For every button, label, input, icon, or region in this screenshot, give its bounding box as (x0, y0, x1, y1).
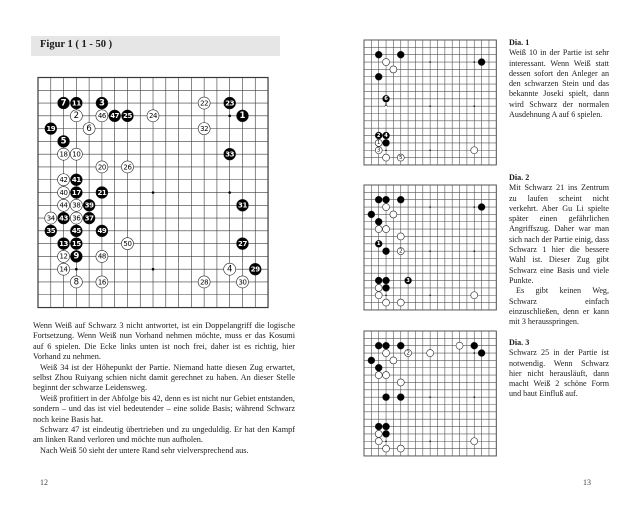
grid (364, 185, 496, 310)
black-stone (383, 394, 390, 401)
move-number: 14 (59, 265, 68, 274)
black-stone-disc (383, 394, 390, 401)
black-stone (397, 51, 404, 58)
move-number: 3 (406, 277, 410, 284)
black-stone-disc (375, 51, 382, 58)
black-stone-disc (375, 218, 382, 225)
move-number: 4 (384, 132, 388, 139)
move-number: 3 (98, 98, 105, 109)
black-stone (58, 135, 70, 147)
white-stone (375, 438, 382, 445)
white-stone (121, 238, 133, 250)
paragraph: Weiß profitiert in der Abfolge bis 42, denn es ist nicht nur Gebiet entstanden, sondern – und das ist viel bedeutender – eine solide Basis; während Schwarz noch keine Basis hat. (33, 393, 295, 424)
move-number: 41 (71, 176, 81, 185)
move-number: 31 (238, 201, 247, 210)
black-stone (249, 263, 261, 275)
move-number: 25 (123, 112, 132, 121)
black-stone-disc (478, 350, 485, 357)
white-stone (70, 110, 82, 122)
move-number: 50 (123, 239, 132, 248)
white-stone-disc (397, 233, 404, 240)
move-number: 5 (60, 136, 67, 147)
black-stone (236, 199, 248, 211)
hoshi-point (473, 61, 475, 63)
move-number: 19 (46, 124, 56, 133)
black-stone (70, 238, 82, 250)
move-number: 34 (46, 214, 55, 223)
black-stone (383, 196, 390, 203)
black-stone-disc (478, 59, 485, 66)
hoshi-point (473, 396, 475, 398)
white-stone-disc (375, 284, 382, 291)
move-number: 35 (46, 227, 56, 236)
diagram-2-board (361, 178, 506, 323)
black-stone-disc (375, 277, 382, 284)
move-number: 46 (97, 112, 106, 121)
white-stone (96, 110, 108, 122)
hoshi-point (228, 115, 231, 118)
black-stone-disc (375, 342, 382, 349)
black-stone (478, 350, 485, 357)
diagram-3-caption (509, 338, 609, 400)
move-number: 48 (97, 252, 106, 261)
black-stone (375, 51, 382, 58)
black-stone (478, 59, 485, 66)
hoshi-point (228, 191, 231, 194)
white-stone (397, 233, 404, 240)
white-stone (383, 350, 390, 357)
main-go-board (30, 70, 276, 316)
move-number: 10 (72, 150, 81, 159)
black-stone (375, 73, 382, 80)
hoshi-point (429, 396, 431, 398)
paragraph: Schwarz 25 in der Partie ist notwendig. Wenn Schwarz hier nicht herausläuft, dann macht Weiß 2 schöne Form und baut Einfluß auf. (509, 348, 609, 399)
black-stone (45, 225, 57, 237)
black-stone-disc (368, 357, 375, 364)
black-stone-disc (375, 364, 382, 371)
white-stone (397, 248, 404, 255)
white-stone (471, 292, 478, 299)
white-stone-disc (397, 379, 404, 386)
black-stone (70, 250, 82, 262)
white-stone-disc (383, 204, 390, 211)
white-stone (383, 204, 390, 211)
page-number-right: 13 (583, 478, 591, 487)
move-number: 22 (200, 99, 209, 108)
move-number: 43 (59, 214, 69, 223)
paragraph: Weiß 34 ist der Höhepunkt der Partie. Niemand hatte diesen Zug erwartet, selbst Zhou Ruiyang schien nicht damit gerechnet zu haben. An dieser Stelle beginnt der schwarze Leidensweg. (33, 362, 295, 393)
hoshi-point (429, 440, 431, 442)
white-stone (58, 263, 70, 275)
white-stone (397, 379, 404, 386)
black-stone (478, 204, 485, 211)
move-number: 13 (59, 239, 69, 248)
diagram-2-caption (509, 173, 609, 327)
black-stone (383, 139, 390, 146)
black-stone (383, 284, 390, 291)
white-stone (198, 97, 210, 109)
black-stone-disc (397, 394, 404, 401)
hoshi-point (75, 268, 78, 271)
black-stone-disc (383, 196, 390, 203)
move-number: 30 (238, 278, 247, 287)
move-number: 12 (59, 252, 68, 261)
hoshi-point (429, 206, 431, 208)
black-stone (58, 238, 70, 250)
move-number: 11 (71, 99, 81, 108)
white-stone (471, 438, 478, 445)
white-stone-disc (383, 299, 390, 306)
black-stone (397, 196, 404, 203)
white-stone (70, 276, 82, 288)
move-number: 7 (60, 98, 67, 109)
white-stone (375, 430, 382, 437)
page-number-left: 12 (40, 478, 48, 487)
white-stone (45, 212, 57, 224)
black-stone (70, 174, 82, 186)
figure-header (31, 36, 280, 56)
white-stone (70, 148, 82, 160)
black-stone (70, 187, 82, 199)
move-number: 20 (97, 163, 106, 172)
paragraph: Schwarz 47 ist eindeutig übertrieben und zu ungeduldig. Er hat den Kampf am linken Rand verloren und möchte nun aufholen. (33, 425, 295, 445)
black-stone (83, 212, 95, 224)
black-stone (383, 277, 390, 284)
white-stone-disc (375, 430, 382, 437)
hoshi-point (473, 352, 475, 354)
white-stone (70, 212, 82, 224)
move-number: 18 (59, 150, 68, 159)
white-stone (397, 445, 404, 452)
black-stone (83, 199, 95, 211)
black-stone (375, 342, 382, 349)
white-stone (58, 174, 70, 186)
white-stone (390, 211, 397, 218)
move-number: 32 (200, 124, 209, 133)
black-stone-disc (375, 196, 382, 203)
hoshi-point (473, 206, 475, 208)
black-stone (96, 187, 108, 199)
hoshi-point (473, 105, 475, 107)
move-number: 9 (73, 251, 80, 262)
white-stone (96, 161, 108, 173)
black-stone (375, 277, 382, 284)
white-stone-disc (375, 372, 382, 379)
move-number: 2 (399, 248, 403, 255)
black-stone-disc (368, 211, 375, 218)
black-stone-disc (383, 139, 390, 146)
hoshi-point (385, 294, 387, 296)
white-stone-disc (471, 147, 478, 154)
move-number: 27 (238, 239, 247, 248)
black-stone-disc (383, 423, 390, 430)
white-stone-disc (383, 154, 390, 161)
hoshi-point (385, 149, 387, 151)
black-stone (224, 97, 236, 109)
move-number: 29 (250, 265, 260, 274)
move-number: 1 (376, 241, 381, 248)
black-stone (383, 95, 390, 102)
diagram-3-board (361, 324, 506, 469)
black-stone (375, 218, 382, 225)
diagram-2-title: Dia. 2 (509, 173, 530, 182)
black-stone (109, 110, 121, 122)
hoshi-point (429, 61, 431, 63)
white-stone-disc (383, 59, 390, 66)
black-stone (58, 212, 70, 224)
black-stone (383, 248, 390, 255)
hoshi-point (429, 105, 431, 107)
move-number: 1 (239, 111, 246, 122)
white-stone (405, 350, 412, 357)
black-stone-disc (383, 430, 390, 437)
white-stone-disc (397, 299, 404, 306)
hoshi-point (429, 294, 431, 296)
move-number: 23 (225, 99, 235, 108)
move-number: 24 (148, 112, 158, 121)
white-stone (375, 226, 382, 233)
white-stone (58, 250, 70, 262)
black-stone (236, 110, 248, 122)
hoshi-point (429, 149, 431, 151)
white-stone (70, 199, 82, 211)
black-stone-disc (478, 204, 485, 211)
black-stone-disc (471, 342, 478, 349)
black-stone (70, 97, 82, 109)
white-stone-disc (375, 292, 382, 299)
white-stone (471, 147, 478, 154)
point-marker: A (384, 103, 388, 110)
move-number: 26 (123, 163, 132, 172)
white-stone-disc (383, 445, 390, 452)
white-stone (397, 154, 404, 161)
paragraph: Weiß 10 in der Partie ist sehr interessant. Wenn Weiß statt dessen sofort den Anleger an den schwarzen Stein und das bekannte Joseki spielt, dann wird Schwarz der normalen Ausdehnung A auf 6 spielen. (509, 48, 609, 120)
white-stone-disc (427, 350, 434, 357)
black-stone (96, 97, 108, 109)
hoshi-point (473, 250, 475, 252)
diagram-3-title: Dia. 3 (509, 338, 530, 347)
black-stone (375, 364, 382, 371)
move-number: 6 (384, 96, 388, 103)
move-number: 45 (71, 227, 81, 236)
white-stone (375, 372, 382, 379)
black-stone (375, 423, 382, 430)
hoshi-point (152, 191, 155, 194)
move-number: 33 (225, 150, 235, 159)
black-stone (368, 357, 375, 364)
move-number: 5 (399, 154, 403, 161)
white-stone-disc (390, 357, 397, 364)
white-stone (375, 139, 382, 146)
move-number: 2 (406, 350, 410, 357)
paragraph: Mit Schwarz 21 ins Zentrum zu laufen scheint nicht verkehrt. Aber Gu Li spielte später einen gefährlichen Angriffszug. Daher war man sich nach der Partie einig, dass Schwarz 1 hier die bessere Wahl ist. Dieser Zug gibt Schwarz eine Basis und viele Punkte. (509, 183, 609, 285)
black-stone (471, 342, 478, 349)
move-number: 49 (97, 227, 107, 236)
move-number: 17 (71, 188, 81, 197)
move-number: 3 (377, 147, 381, 154)
move-number: 1 (377, 140, 381, 147)
move-number: 38 (72, 201, 81, 210)
white-stone (58, 187, 70, 199)
black-stone (383, 342, 390, 349)
black-stone (96, 225, 108, 237)
white-stone-disc (471, 438, 478, 445)
black-stone-disc (375, 423, 382, 430)
white-stone (390, 357, 397, 364)
black-stone-disc (397, 196, 404, 203)
black-stone (45, 123, 57, 135)
diagram-1-board (361, 33, 506, 178)
white-stone-disc (471, 292, 478, 299)
black-stone (375, 132, 382, 139)
white-stone-disc (390, 66, 397, 73)
black-stone (236, 238, 248, 250)
move-number: 6 (86, 123, 92, 134)
hoshi-point (429, 250, 431, 252)
move-number: 36 (72, 214, 81, 223)
white-stone (96, 250, 108, 262)
white-stone-disc (390, 211, 397, 218)
hoshi-point (385, 440, 387, 442)
white-stone (456, 342, 463, 349)
black-stone (375, 240, 382, 247)
black-stone (368, 211, 375, 218)
move-number: 21 (97, 188, 107, 197)
white-stone (198, 123, 210, 135)
move-number: 2 (376, 132, 381, 139)
white-stone (96, 276, 108, 288)
black-stone (375, 196, 382, 203)
move-number: 42 (59, 176, 68, 185)
white-stone (375, 284, 382, 291)
white-stone-disc (383, 350, 390, 357)
white-stone (224, 263, 236, 275)
black-stone-disc (383, 248, 390, 255)
black-stone (397, 394, 404, 401)
paragraph: Nach Weiß 50 sieht der untere Rand sehr vielversprechend aus. (40, 445, 249, 455)
black-stone-disc (397, 342, 404, 349)
move-number: 39 (84, 201, 94, 210)
black-stone-disc (375, 73, 382, 80)
black-stone (121, 110, 133, 122)
white-stone (198, 276, 210, 288)
white-stone (397, 299, 404, 306)
figure-title: Figur 1 ( 1 - 50 ) (40, 39, 113, 50)
commentary-text (33, 321, 295, 456)
white-stone (383, 154, 390, 161)
white-stone (383, 445, 390, 452)
white-stone (375, 147, 382, 154)
move-number: 4 (226, 264, 233, 275)
black-stone (397, 342, 404, 349)
black-stone-disc (397, 51, 404, 58)
white-stone (147, 110, 159, 122)
move-number: 15 (71, 239, 81, 248)
white-stone (383, 226, 390, 233)
white-stone (121, 161, 133, 173)
black-stone-disc (383, 277, 390, 284)
diagram-1-caption (509, 38, 609, 120)
black-stone-disc (383, 284, 390, 291)
white-stone (236, 276, 248, 288)
black-stone (383, 430, 390, 437)
hoshi-point (152, 268, 155, 271)
white-stone (375, 292, 382, 299)
white-stone-disc (397, 445, 404, 452)
move-number: 44 (59, 201, 68, 210)
white-stone (383, 299, 390, 306)
black-stone (58, 97, 70, 109)
white-stone-disc (383, 372, 390, 379)
black-stone (383, 132, 390, 139)
white-stone-disc (456, 342, 463, 349)
move-number: 37 (84, 214, 94, 223)
white-stone (383, 372, 390, 379)
black-stone (405, 277, 412, 284)
black-stone (224, 148, 236, 160)
black-stone (70, 225, 82, 237)
white-stone-disc (375, 438, 382, 445)
move-number: 28 (200, 278, 209, 287)
white-stone-disc (375, 226, 382, 233)
move-number: 2 (73, 111, 80, 122)
white-stone (427, 350, 434, 357)
white-stone (58, 199, 70, 211)
white-stone (58, 148, 70, 160)
move-number: 16 (97, 278, 106, 287)
white-stone (383, 59, 390, 66)
paragraph: Es gibt keinen Weg, Schwarz einfach einzuschließen, denn er kann mit 3 herausspringen. (509, 286, 609, 327)
black-stone (383, 423, 390, 430)
move-number: 40 (59, 188, 68, 197)
black-stone-disc (383, 342, 390, 349)
diagram-1-title: Dia. 1 (509, 38, 530, 47)
move-number: 47 (110, 112, 120, 121)
white-stone (390, 66, 397, 73)
white-stone-disc (383, 226, 390, 233)
paragraph: Wenn Weiß auf Schwarz 3 nicht antwortet, ist ein Doppelangriff die logische Fortsetzung. Wenn Weiß nun Vorhand nehmen möchte, muss er das Kosumi auf 6 spielen. Die Ecke links unten ist noch frei, daher ist es richtig, hier Vorhand zu nehmen. (33, 321, 295, 362)
move-number: 8 (73, 277, 80, 288)
white-stone (83, 123, 95, 135)
